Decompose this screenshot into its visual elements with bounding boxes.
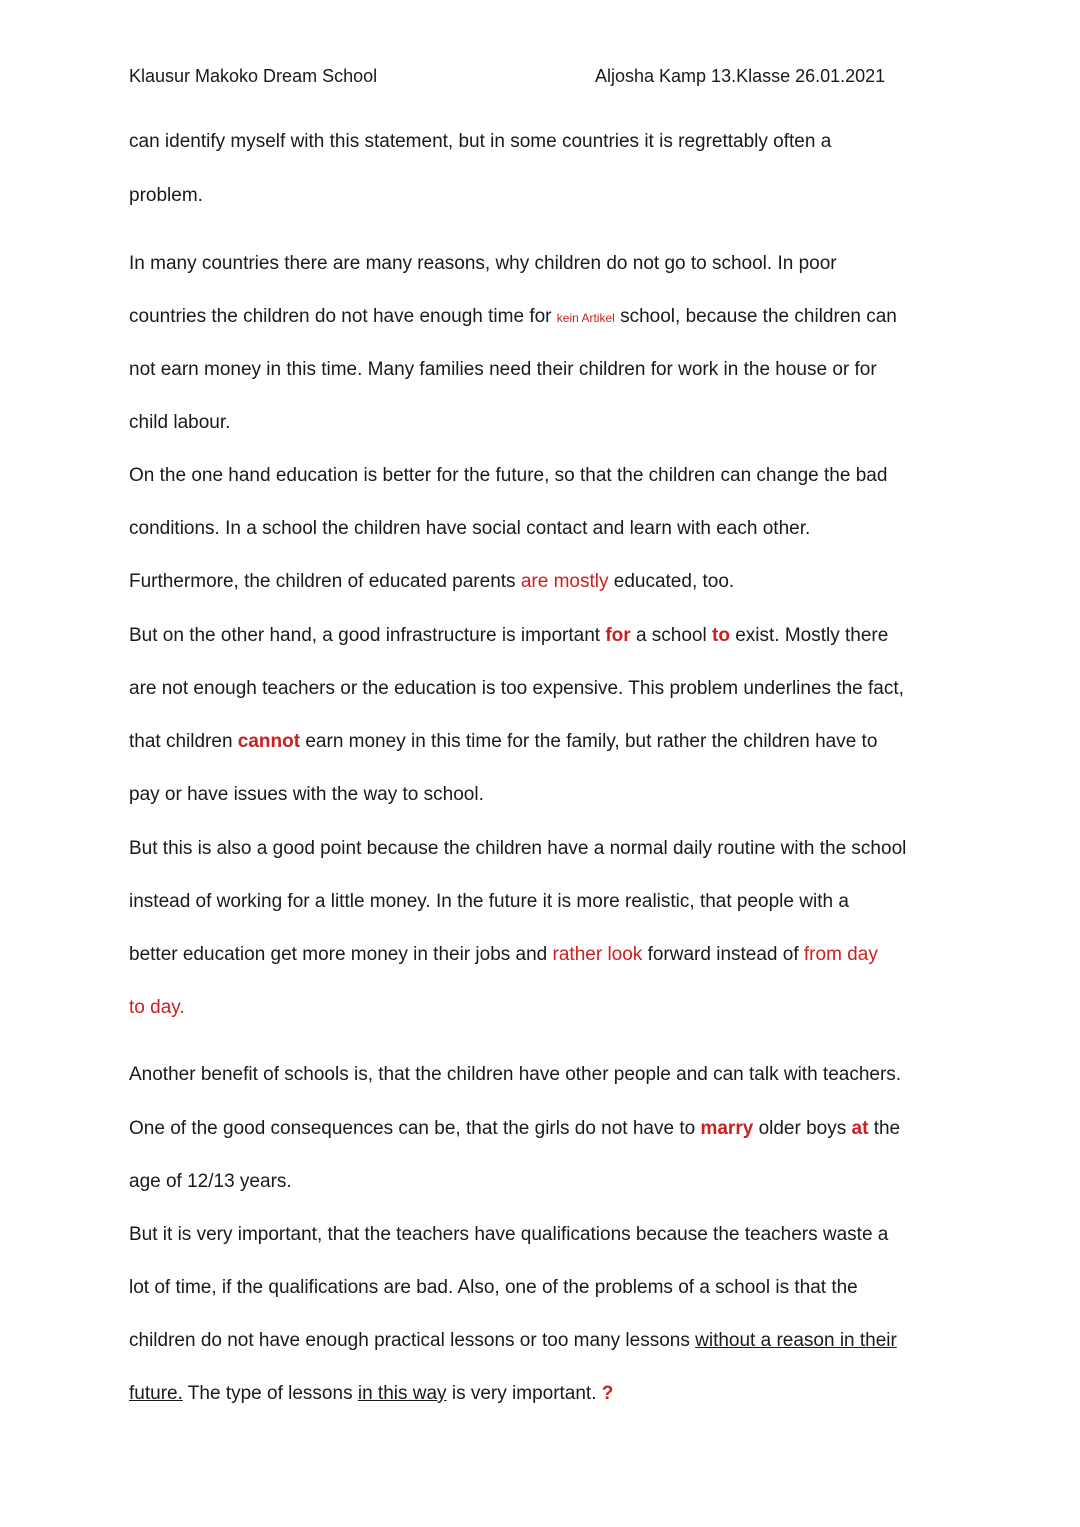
text-span: countries the children do not have enough time for [129,306,557,327]
text-span: instead of working for a little money. In the future it is more realistic, that people with a [129,891,849,912]
text-line [129,783,959,807]
text-span: educated, too. [608,571,735,592]
text-span: not earn money in this time. Many families need their children for work in the house or for [129,359,877,380]
text-line [129,943,959,967]
text-span: that children [129,731,238,752]
text-span: problem. [129,185,203,206]
correction-mark: for [605,625,631,646]
text-line [129,1382,959,1406]
text-line [129,837,959,861]
correction-annotation: kein Artikel [556,311,615,325]
text-line [129,358,959,382]
text-span: forward instead of [642,944,804,965]
text-span: children do not have enough practical lessons or too many lessons [129,1330,696,1351]
text-line [129,1329,959,1353]
correction-mark: marry [700,1118,754,1139]
text-line [129,130,959,154]
correction-mark: to day. [129,997,185,1018]
text-span: But it is very important, that the teachers have qualifications because the teachers waste a [129,1224,889,1245]
text-span: In many countries there are many reasons, why children do not go to school. In poor [129,253,837,274]
text-line [129,1063,959,1087]
text-line [129,624,959,648]
text-span: Another benefit of schools is, that the children have other people and can talk with teachers. [129,1064,902,1085]
text-span: On the one hand education is better for the future, so that the children can change the bad [129,465,888,486]
text-line [129,305,959,330]
text-line [129,1276,959,1300]
text-span: child labour. [129,412,231,433]
text-span: school, because the children can [614,306,897,327]
underlined-phrase: in this way [357,1383,447,1404]
text-line [129,1170,959,1194]
text-line [129,1223,959,1247]
text-span: better education get more money in their jobs and [129,944,553,965]
correction-mark: cannot [237,731,301,752]
text-span: age of 12/13 years. [129,1171,292,1192]
text-span: But on the other hand, a good infrastructure is important [129,625,606,646]
text-span: lot of time, if the qualifications are bad. Also, one of the problems of a school is that the [129,1277,858,1298]
text-span: are not enough teachers or the education is too expensive. This problem underlines the fact, [129,678,904,699]
text-span: But this is also a good point because the children have a normal daily routine with the school [129,838,907,859]
text-line [129,1117,959,1141]
text-span: One of the good consequences can be, that the girls do not have to [129,1118,701,1139]
text-line [129,517,959,541]
correction-mark: to [712,625,730,646]
text-line [129,184,959,208]
text-line [129,677,959,701]
text-span: can identify myself with this statement, but in some countries it is regrettably often a [129,131,832,152]
text-line [129,464,959,488]
underlined-phrase: without a reason in their [695,1330,897,1351]
text-line [129,890,959,914]
underlined-phrase: future. [129,1383,183,1404]
text-span: older boys [753,1118,852,1139]
text-line [129,252,959,276]
text-span: earn money in this time for the family, but rather the children have to [300,731,878,752]
header-exam-title: Klausur Makoko Dream School [129,66,378,86]
text-span: the [868,1118,901,1139]
text-span: The type of lessons [182,1383,358,1404]
text-span: is very important. [446,1383,602,1404]
text-line [129,996,959,1020]
text-span: exist. Mostly there [729,625,889,646]
text-line [129,411,959,435]
correction-mark: at [851,1118,869,1139]
text-span: Furthermore, the children of educated parents [129,571,521,592]
text-span: pay or have issues with the way to school. [129,784,484,805]
question-mark-annotation: ? [601,1383,614,1404]
text-line [129,730,959,754]
text-span: a school [630,625,712,646]
text-span: conditions. In a school the children have social contact and learn with each other. [129,518,811,539]
correction-mark: from day [803,944,878,965]
header-student-info: Aljosha Kamp 13.Klasse 26.01.2021 [595,66,886,86]
correction-mark: are mostly [520,571,609,592]
correction-mark: rather look [552,944,643,965]
text-line [129,570,959,594]
